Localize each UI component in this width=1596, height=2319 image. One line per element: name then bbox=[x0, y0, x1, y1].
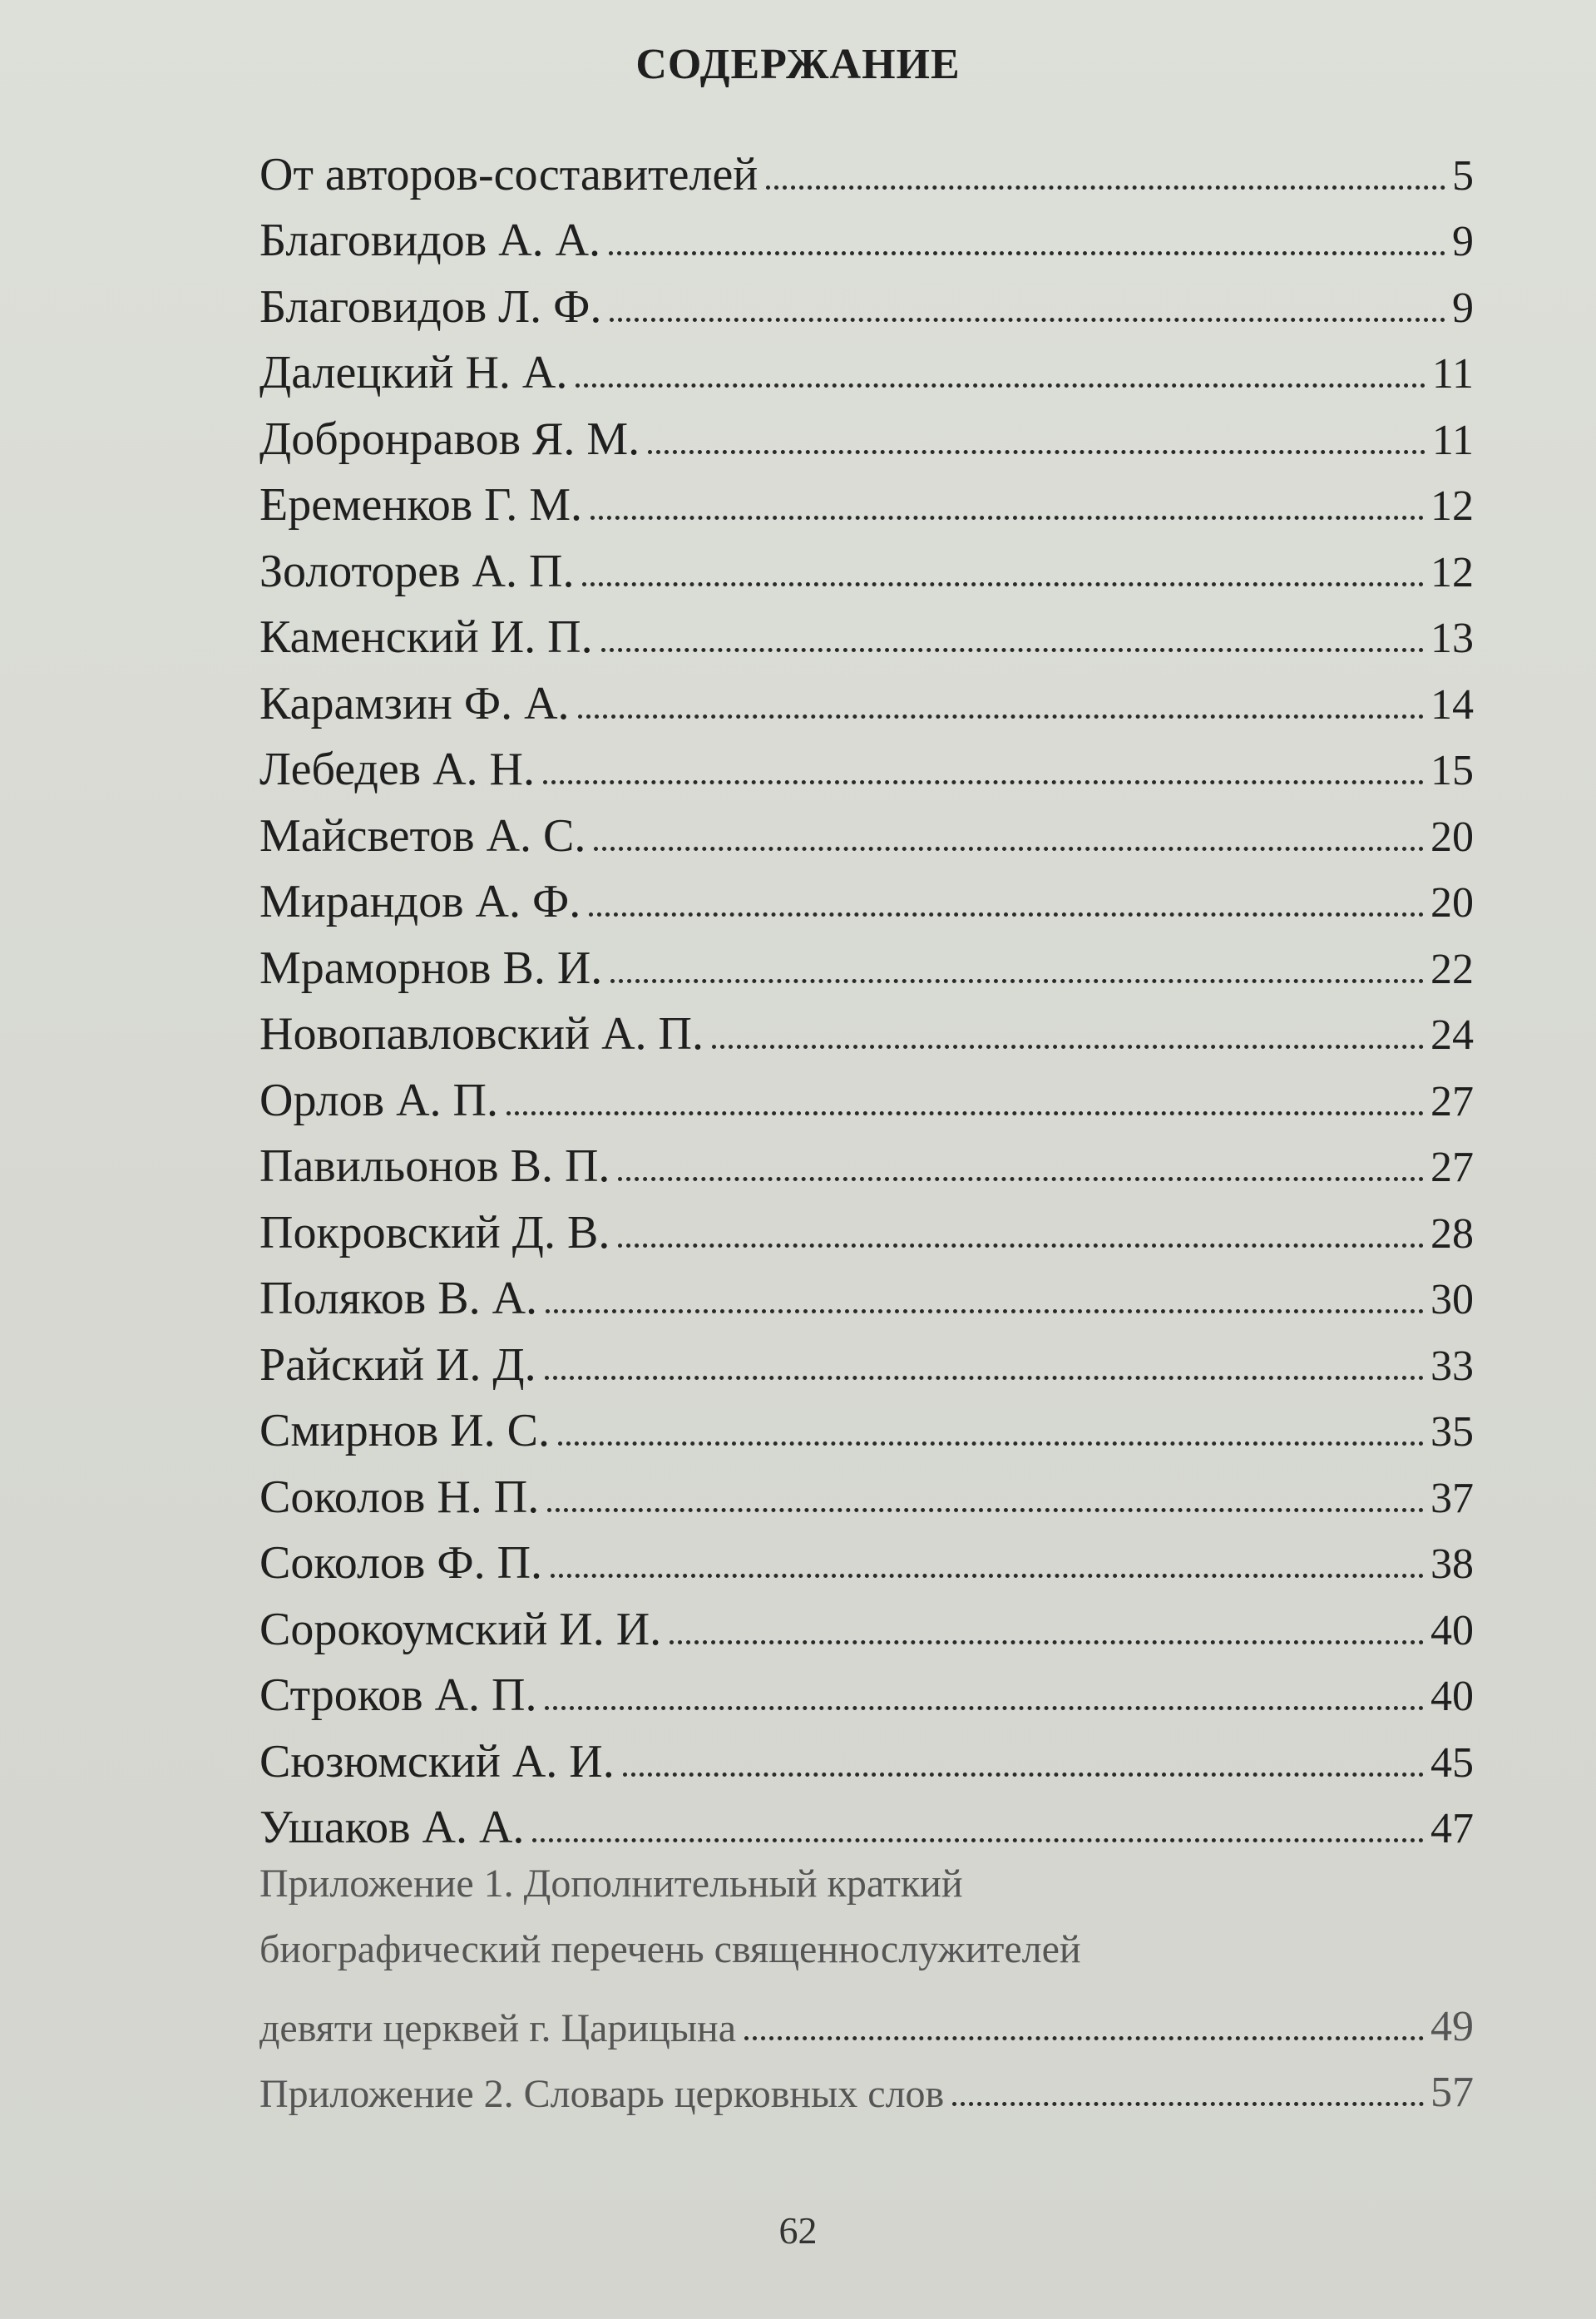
dot-leader bbox=[601, 648, 1424, 652]
dot-leader bbox=[547, 1508, 1424, 1512]
toc-entry bbox=[259, 660, 1474, 727]
toc-entry-page: 35 bbox=[1430, 1408, 1474, 1456]
dot-leader bbox=[582, 582, 1424, 586]
toc-entry-page: 20 bbox=[1430, 879, 1474, 927]
appendix-2-title: Приложение 2. Словарь церковных слов bbox=[259, 2072, 945, 2116]
toc-entry-page: 22 bbox=[1430, 945, 1474, 993]
toc-entry bbox=[259, 396, 1474, 465]
table-of-contents bbox=[259, 131, 1474, 2114]
toc-entry-name: Ушаков А. А. bbox=[259, 1802, 525, 1853]
toc-entry-name: Павильонов В. П. bbox=[259, 1140, 610, 1192]
toc-entry-name: Благовидов Л. Ф. bbox=[259, 280, 602, 333]
dot-leader bbox=[590, 516, 1424, 520]
toc-entry-name: Райский И. Д. bbox=[259, 1338, 536, 1391]
toc-entry bbox=[259, 925, 1474, 994]
dot-leader bbox=[609, 251, 1445, 255]
toc-entry bbox=[259, 1653, 1474, 1719]
toc-entry-page: 27 bbox=[1430, 1144, 1474, 1191]
toc-entry bbox=[259, 330, 1474, 397]
toc-entry-appendix-1 bbox=[259, 1851, 1474, 2049]
dot-leader bbox=[618, 1177, 1424, 1181]
toc-entry-name: Сюзюмский А. И. bbox=[259, 1735, 615, 1787]
dot-leader bbox=[532, 1838, 1424, 1842]
toc-entry-page: 9 bbox=[1452, 284, 1474, 332]
toc-entry-page: 11 bbox=[1431, 350, 1474, 398]
toc-entry-page: 27 bbox=[1430, 1077, 1474, 1125]
appendix-1-line-3: девяти церквей г. Царицына bbox=[259, 2005, 737, 2050]
toc-entry-page: 37 bbox=[1430, 1474, 1474, 1522]
toc-entry-appendix-2 bbox=[259, 2049, 1474, 2115]
toc-entry bbox=[259, 1718, 1474, 1785]
dot-leader bbox=[766, 185, 1445, 190]
toc-entry-page: 12 bbox=[1430, 548, 1474, 596]
toc-entry bbox=[259, 1785, 1474, 1852]
toc-entry bbox=[259, 1189, 1474, 1256]
toc-entry-name: Еременков Г. М. bbox=[259, 479, 582, 531]
toc-entry bbox=[259, 1454, 1474, 1523]
toc-entry-name: Сорокоумский И. И. bbox=[259, 1603, 662, 1655]
toc-entry bbox=[259, 1124, 1474, 1190]
dot-leader bbox=[952, 2102, 1424, 2106]
toc-entry-name: Каменский И. П. bbox=[259, 611, 593, 663]
toc-entry-page: 33 bbox=[1430, 1342, 1474, 1390]
dot-leader bbox=[610, 318, 1445, 322]
dot-leader bbox=[546, 1309, 1424, 1313]
toc-entry-page: 28 bbox=[1430, 1209, 1474, 1258]
toc-entry-name: Далецкий Н. А. bbox=[259, 347, 568, 398]
dot-leader bbox=[578, 714, 1424, 719]
dot-leader bbox=[551, 1574, 1424, 1578]
toc-entry-page: 13 bbox=[1430, 615, 1474, 662]
appendix-1-line-2: биографический перечень священнослужителей bbox=[259, 1927, 1081, 1971]
dot-leader bbox=[543, 780, 1424, 784]
dot-leader bbox=[558, 1441, 1424, 1446]
dot-leader bbox=[744, 2036, 1424, 2040]
toc-entry-name: Мраморнов В. И. bbox=[259, 942, 603, 994]
toc-entry-name: Смирнов И. С. bbox=[259, 1405, 550, 1456]
toc-entry bbox=[259, 991, 1474, 1058]
toc-entry-name: Золоторев А. П. bbox=[259, 545, 575, 597]
page-number: 62 bbox=[778, 2209, 818, 2252]
toc-entry bbox=[259, 1322, 1474, 1391]
toc-entry bbox=[259, 528, 1474, 595]
toc-entry-page: 20 bbox=[1430, 813, 1474, 861]
toc-entry-page: 5 bbox=[1452, 151, 1474, 200]
toc-entry bbox=[259, 793, 1474, 862]
toc-entry bbox=[259, 131, 1474, 198]
toc-entry-page: 24 bbox=[1430, 1011, 1474, 1059]
toc-entry-page: 30 bbox=[1430, 1276, 1474, 1323]
toc-entry-page: 14 bbox=[1430, 680, 1474, 729]
dot-leader bbox=[623, 1773, 1424, 1777]
page-title: СОДЕРЖАНИЕ bbox=[635, 41, 961, 88]
toc-entry bbox=[259, 264, 1474, 333]
appendix-2-row bbox=[259, 2049, 1474, 2115]
dot-leader bbox=[576, 383, 1426, 388]
toc-entry-page: 47 bbox=[1430, 1805, 1474, 1852]
toc-entry-name: Покровский Д. В. bbox=[259, 1206, 610, 1258]
toc-entry-page: 40 bbox=[1430, 1673, 1474, 1720]
toc-entries bbox=[259, 131, 1474, 1851]
dot-leader bbox=[545, 1376, 1424, 1380]
toc-entry-name: Мирандов А. Ф. bbox=[259, 876, 581, 927]
toc-entry bbox=[259, 859, 1474, 926]
toc-entry-page: 12 bbox=[1430, 482, 1474, 530]
appendix-1-page: 49 bbox=[1430, 2002, 1474, 2050]
toc-entry bbox=[259, 1520, 1474, 1587]
dot-leader bbox=[506, 1111, 1424, 1115]
toc-entry bbox=[259, 462, 1474, 529]
appendix-2-page: 57 bbox=[1430, 2069, 1474, 2116]
toc-entry bbox=[259, 1586, 1474, 1653]
toc-entry-page: 15 bbox=[1430, 747, 1474, 794]
toc-entry-name: Соколов Ф. П. bbox=[259, 1537, 543, 1589]
toc-entry-page: 9 bbox=[1452, 218, 1474, 265]
dot-leader bbox=[670, 1640, 1424, 1644]
toc-entry-name: Благовидов А. А. bbox=[259, 215, 601, 266]
toc-entry-name: Орлов А. П. bbox=[259, 1074, 498, 1126]
toc-entry bbox=[259, 1256, 1474, 1323]
toc-entry bbox=[259, 198, 1474, 265]
dot-leader bbox=[545, 1706, 1424, 1710]
toc-entry-page: 45 bbox=[1430, 1738, 1474, 1787]
dot-leader bbox=[712, 1045, 1424, 1049]
dot-leader bbox=[648, 450, 1426, 454]
dot-leader bbox=[618, 1244, 1424, 1248]
dot-leader bbox=[610, 979, 1424, 983]
toc-entry-name: Поляков В. А. bbox=[259, 1273, 538, 1324]
toc-entry-name: От авторов-составителей bbox=[259, 148, 758, 200]
appendix-1-line-3-row bbox=[259, 1982, 1474, 2049]
appendix-1-line-1: Приложение 1. Дополнительный краткий bbox=[259, 1862, 963, 1906]
toc-entry-name: Майсветов А. С. bbox=[259, 809, 586, 862]
toc-entry-name: Карамзин Ф. А. bbox=[259, 677, 570, 729]
toc-entry-name: Соколов Н. П. bbox=[259, 1471, 540, 1523]
toc-entry-name: Добронравов Я. М. bbox=[259, 413, 640, 465]
dot-leader bbox=[589, 912, 1424, 917]
toc-entry-name: Лебедев А. Н. bbox=[259, 744, 535, 795]
toc-entry bbox=[259, 595, 1474, 661]
toc-entry-page: 11 bbox=[1431, 416, 1474, 464]
toc-entry-page: 40 bbox=[1430, 1606, 1474, 1654]
dot-leader bbox=[594, 847, 1424, 851]
toc-entry-name: Строков А. П. bbox=[259, 1669, 537, 1721]
toc-entry bbox=[259, 1057, 1474, 1124]
toc-entry-name: Новопавловский А. П. bbox=[259, 1008, 704, 1060]
toc-entry-page: 38 bbox=[1430, 1540, 1474, 1588]
toc-entry bbox=[259, 727, 1474, 794]
toc-entry bbox=[259, 1388, 1474, 1455]
